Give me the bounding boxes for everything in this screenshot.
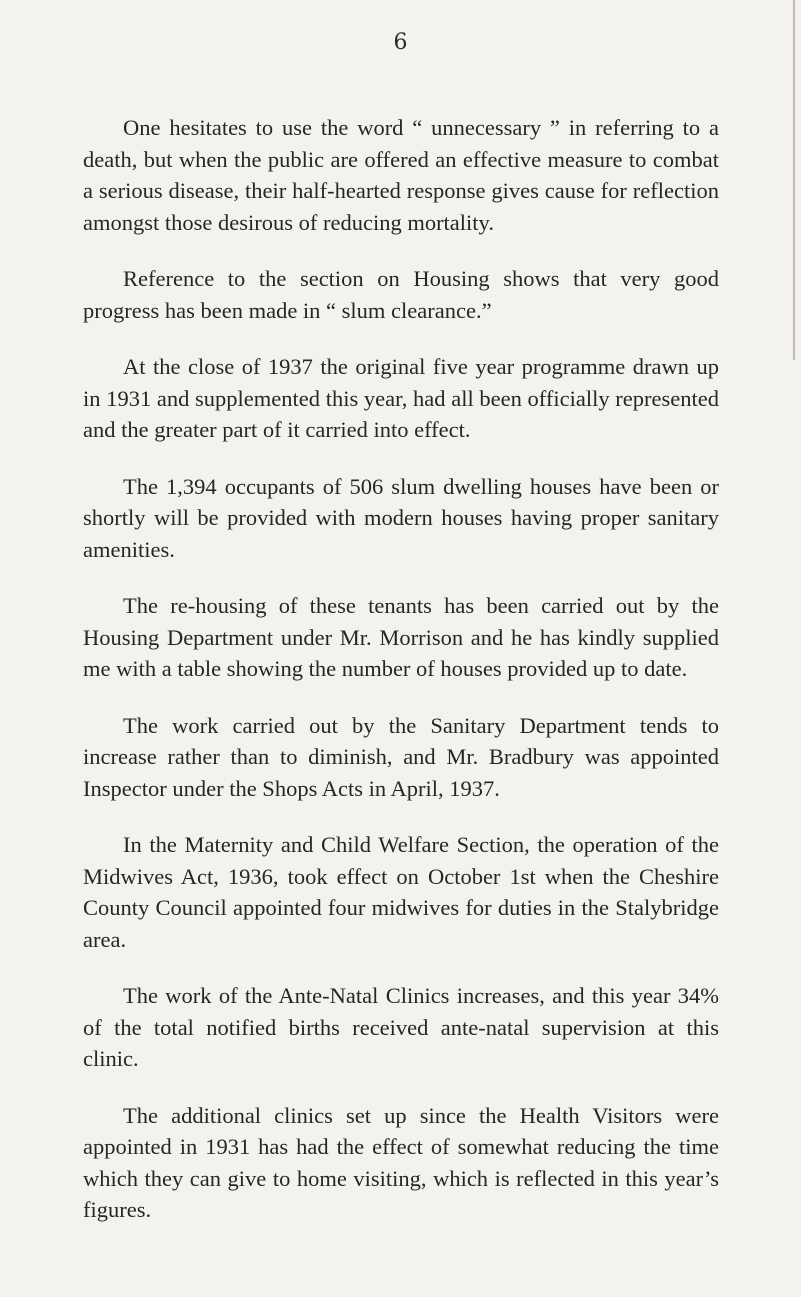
paragraph-ante-natal-clinics: The work of the Ante-Natal Clinics increases, and this year 34% of the total notified births received ante-natal supervision at this clinic. bbox=[83, 983, 719, 1071]
body-text bbox=[83, 112, 719, 1251]
paragraph-unnecessary-deaths: One hesitates to use the word “ unnecessary ” in referring to a death, but when the public are offered an effective measure to combat a serious disease, their half-hearted response gives cause for reflection amongst those desirous of reducing mortality. bbox=[83, 115, 719, 235]
paragraph-slum-occupants: The 1,394 occupants of 506 slum dwelling houses have been or shortly will be provided with modern houses having proper sanitary amenities. bbox=[83, 473, 719, 562]
paragraph-maternity-child-welfare: In the Maternity and Child Welfare Section, the operation of the Midwives Act, 1936, took effect on October 1st when the Cheshire County Council appointed four midwives for duties in the Stalybridge area. bbox=[83, 832, 719, 952]
page-number: 6 bbox=[393, 30, 408, 55]
paragraph-additional-clinics: The additional clinics set up since the Health Visitors were appointed in 1931 has had the effect of somewhat reducing the time which they can give to home visiting, which is reflected in this year’s figures. bbox=[83, 1102, 719, 1222]
paragraph-housing-progress: Reference to the section on Housing shows that very good progress has been made in “ slum clearance.” bbox=[83, 266, 719, 323]
paragraph-five-year-programme: At the close of 1937 the original five year programme drawn up in 1931 and supplemented this year, had all been officially represented and the greater part of it carried into effect. bbox=[83, 354, 719, 442]
paragraph-re-housing: The re-housing of these tenants has been carried out by the Housing Department under Mr. Morrison and he has kindly supplied me with a table showing the number of houses provided up to date. bbox=[83, 593, 719, 681]
paragraph-sanitary-department: The work carried out by the Sanitary Department tends to increase rather than to diminish, and Mr. Bradbury was appointed Inspector under the Shops Acts in April, 1937. bbox=[83, 712, 719, 801]
